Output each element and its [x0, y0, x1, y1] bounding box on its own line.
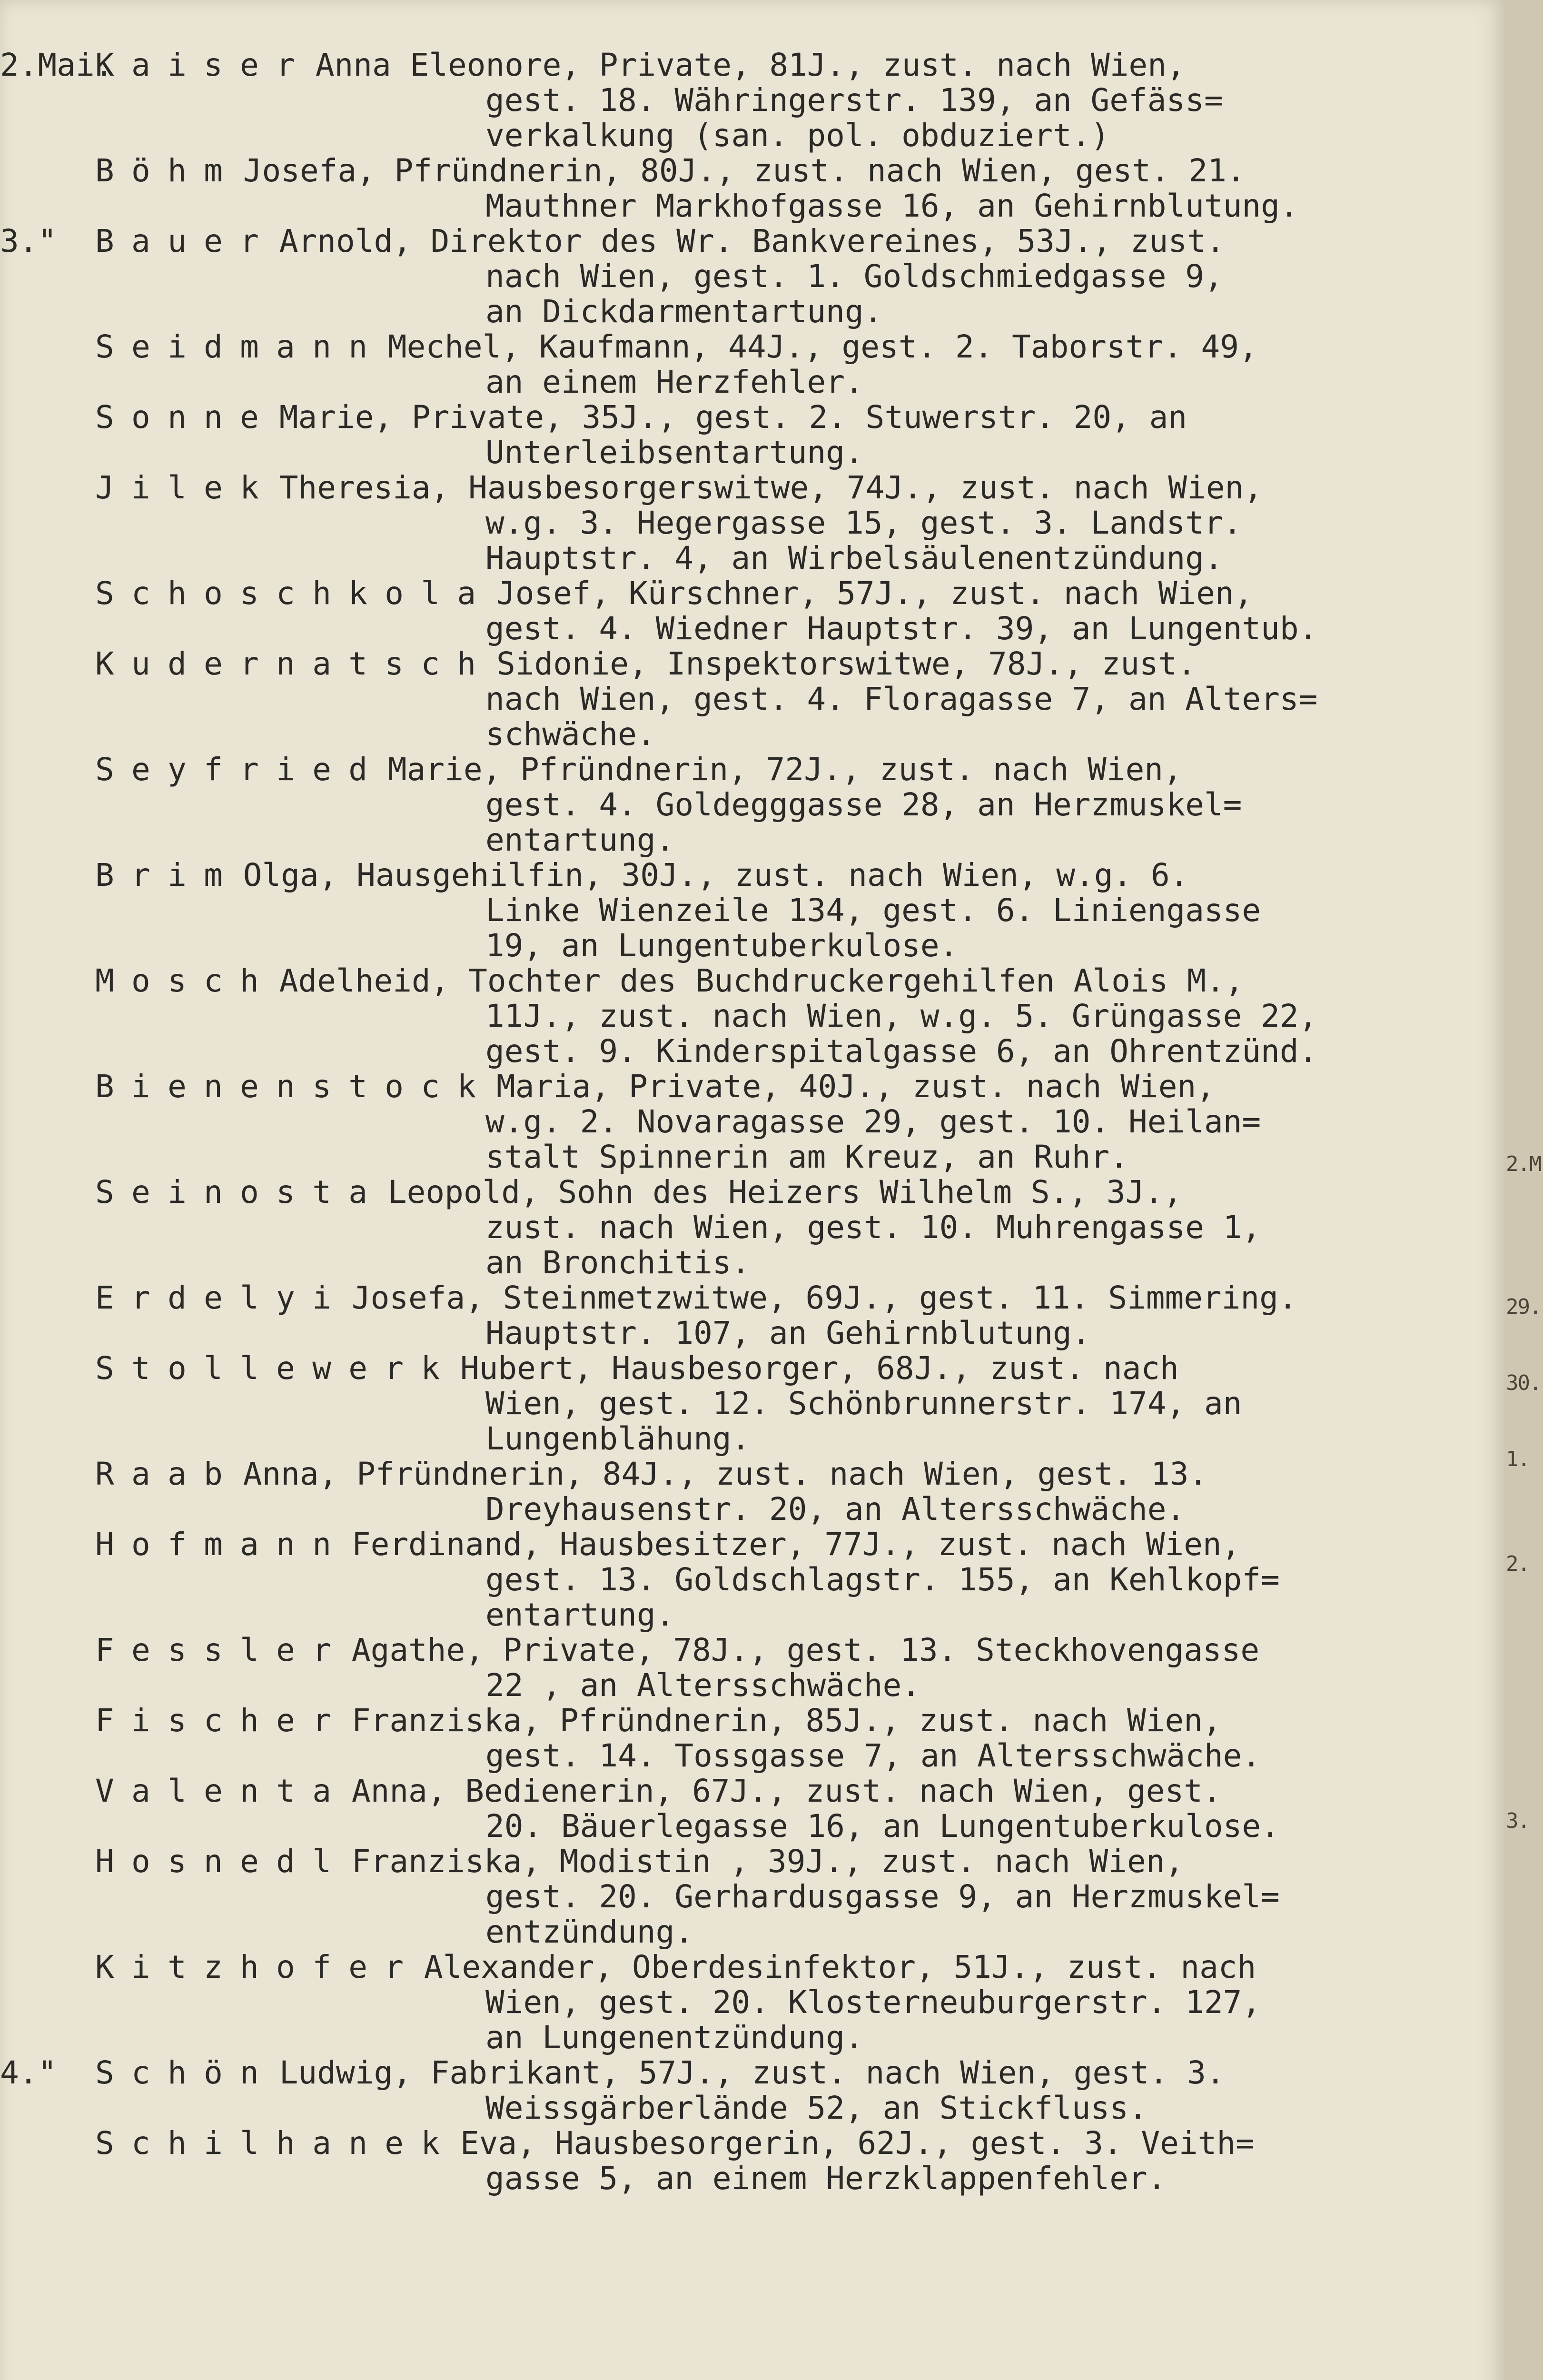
margin-mark: 2.M — [1506, 1152, 1541, 1176]
entry-first-line — [95, 1844, 1485, 1879]
register-entry — [95, 1280, 1485, 1351]
entry-details: Maria, Private, 40J., zust. nach Wien, — [496, 1068, 1215, 1105]
entry-details: Marie, Pfründnerin, 72J., zust. nach Wien, — [387, 751, 1182, 788]
entry-continuation-line: 19, an Lungentuberkulose. — [485, 927, 959, 964]
entry-surname: Seidmann — [95, 328, 385, 365]
entry-continuation-line: 22 , an Altersschwäche. — [485, 1667, 920, 1704]
entry-surname: Kaiser — [95, 47, 313, 83]
entry-continuation-line: an Dickdarmentartung. — [485, 293, 883, 330]
entry-surname: Kudernatsch — [95, 645, 494, 682]
register-entry — [95, 1175, 1485, 1280]
entry-continuation-line: Dreyhausenstr. 20, an Altersschwäche. — [485, 1491, 1186, 1527]
entry-first-line — [95, 1950, 1485, 1985]
register-entry — [95, 1844, 1485, 1950]
register-entry — [95, 153, 1485, 224]
entry-continuation-line: Lungenblähung. — [485, 1420, 751, 1457]
entry-details: Adelheid, Tochter des Buchdruckergehilfen Alois M., — [279, 962, 1244, 999]
entry-details: Alexander, Oberdesinfektor, 51J., zust. nach — [424, 1949, 1256, 1985]
entry-details: Olga, Hausgehilfin, 30J., zust. nach Wien, w.g. 6. — [243, 857, 1189, 893]
entry-continuation-line: zust. nach Wien, gest. 10. Muhrengasse 1, — [485, 1209, 1261, 1246]
register-entry — [95, 752, 1485, 858]
register-entry — [95, 2126, 1485, 2196]
entry-surname: Schoschkola — [95, 575, 494, 612]
register-entry — [95, 1457, 1485, 1527]
register-entry — [0, 2054, 1485, 2126]
entry-surname: Seinosta — [95, 1174, 385, 1210]
entry-continuation-line: 11J., zust. nach Wien, w.g. 5. Grüngasse 22, — [485, 998, 1318, 1034]
entry-surname: Jilek — [95, 469, 277, 506]
register-entry — [95, 470, 1485, 576]
entry-surname: Bauer — [95, 223, 277, 259]
entry-surname: Mosch — [95, 962, 277, 999]
entry-surname: Raab — [95, 1456, 240, 1492]
entry-continuation-line: Wien, gest. 12. Schönbrunnerstr. 174, an — [485, 1385, 1242, 1422]
entry-surname: Böhm — [95, 152, 240, 189]
entry-surname: Fischer — [95, 1702, 349, 1739]
death-register-list — [0, 47, 1485, 2197]
margin-mark: 29. — [1506, 1295, 1541, 1319]
entry-continuation-line: gest. 18. Währingerstr. 139, an Gefäss= — [485, 82, 1223, 119]
entry-details: Leopold, Sohn des Heizers Wilhelm S., 3J., — [387, 1174, 1182, 1210]
entry-continuation-line: Weissgärberlände 52, an Stickfluss. — [485, 2090, 1147, 2126]
entry-continuation-line: Linke Wienzeile 134, gest. 6. Liniengasse — [485, 892, 1261, 929]
entry-first-line — [95, 470, 1485, 506]
entry-first-line — [95, 1175, 1485, 1210]
entry-surname: Bienenstock — [95, 1068, 494, 1105]
entry-details: Franziska, Modistin , 39J., zust. nach Wien, — [351, 1843, 1184, 1880]
entry-continuation-line: 20. Bäuerlegasse 16, an Lungentuberkulose. — [485, 1808, 1280, 1844]
entry-continuation-line: gasse 5, an einem Herzklappenfehler. — [485, 2160, 1167, 2197]
entry-details: Josefa, Steinmetzwitwe, 69J., gest. 11. Simmering. — [351, 1279, 1297, 1316]
register-entry — [0, 47, 1485, 154]
entry-continuation-line: an Bronchitis. — [485, 1244, 751, 1281]
entry-surname: Fessler — [95, 1632, 349, 1668]
register-entry — [95, 646, 1485, 752]
entry-continuation-line: an einem Herzfehler. — [485, 364, 864, 400]
entry-continuation-line: Mauthner Markhofgasse 16, an Gehirnblutung. — [485, 188, 1299, 224]
entry-first-line — [95, 400, 1485, 435]
entry-first-line — [95, 752, 1485, 787]
entry-first-line — [95, 2126, 1485, 2161]
entry-details: Anna, Bedienerin, 67J., zust. nach Wien, gest. — [351, 1773, 1222, 1809]
entry-continuation-line: gest. 4. Wiedner Hauptstr. 39, an Lungentub. — [485, 610, 1318, 647]
entry-continuation-line: entzündung. — [485, 1914, 694, 1950]
entry-first-line — [95, 224, 1485, 259]
register-entry — [0, 223, 1485, 330]
margin-mark: 1. — [1506, 1447, 1529, 1471]
entry-first-line — [95, 1280, 1485, 1316]
entry-continuation-line: Hauptstr. 107, an Gehirnblutung. — [485, 1315, 1091, 1351]
entry-continuation-line: gest. 14. Tossgasse 7, an Altersschwäche. — [485, 1737, 1261, 1774]
entry-surname: Sonne — [95, 399, 277, 436]
entry-first-line — [95, 1457, 1485, 1492]
entry-continuation-line: Wien, gest. 20. Klosterneuburgerstr. 127, — [485, 1984, 1261, 2021]
register-entry — [95, 858, 1485, 963]
register-entry — [95, 1351, 1485, 1457]
entry-details: Josef, Kürschner, 57J., zust. nach Wien, — [496, 575, 1253, 612]
entry-continuation-line: gest. 9. Kinderspitalgasse 6, an Ohrentzünd. — [485, 1033, 1318, 1070]
entry-surname: Schilhanek — [95, 2125, 457, 2162]
entry-details: Agathe, Private, 78J., gest. 13. Steckhovengasse — [351, 1632, 1260, 1668]
entry-continuation-line: Hauptstr. 4, an Wirbelsäulenentzündung. — [485, 540, 1223, 576]
register-entry — [95, 963, 1485, 1069]
entry-continuation-line: stalt Spinnerin am Kreuz, an Ruhr. — [485, 1139, 1129, 1175]
entry-first-line — [95, 1703, 1485, 1738]
entry-details: Theresia, Hausbesorgerswitwe, 74J., zust. nach Wien, — [279, 469, 1263, 506]
entry-first-line — [95, 153, 1485, 188]
register-entry — [95, 329, 1485, 400]
entry-continuation-line: entartung. — [485, 1597, 675, 1633]
entry-first-line — [95, 1527, 1485, 1562]
entry-continuation-line: schwäche. — [485, 716, 656, 753]
entry-continuation-line: entartung. — [485, 822, 675, 858]
entry-date: 4." — [0, 2054, 57, 2091]
entry-details: Eva, Hausbesorgerin, 62J., gest. 3. Veith= — [460, 2125, 1255, 2162]
entry-details: Anna Eleonore, Private, 81J., zust. nach Wien, — [315, 47, 1186, 83]
register-entry — [95, 1703, 1485, 1774]
entry-details: Ludwig, Fabrikant, 57J., zust. nach Wien, gest. 3. — [279, 2054, 1225, 2091]
entry-first-line — [95, 329, 1485, 365]
entry-continuation-line: gest. 13. Goldschlagstr. 155, an Kehlkopf= — [485, 1561, 1280, 1598]
entry-surname: Seyfried — [95, 751, 385, 788]
entry-details: Josefa, Pfründnerin, 80J., zust. nach Wien, gest. 21. — [243, 152, 1246, 189]
register-entry — [95, 1633, 1485, 1703]
underlying-page-edge — [1504, 0, 1543, 2380]
entry-continuation-line: w.g. 3. Hegergasse 15, gest. 3. Landstr. — [485, 505, 1242, 541]
register-entry — [95, 1527, 1485, 1633]
entry-surname: Hosnedl — [95, 1843, 349, 1880]
register-entry — [95, 400, 1485, 470]
register-entry — [95, 1774, 1485, 1844]
margin-mark: 2. — [1506, 1552, 1529, 1576]
entry-first-line — [95, 1774, 1485, 1809]
entry-details: Ferdinand, Hausbesitzer, 77J., zust. nach Wien, — [351, 1526, 1241, 1563]
entry-continuation-line: nach Wien, gest. 1. Goldschmiedgasse 9, — [485, 258, 1223, 295]
entry-date: 3." — [0, 223, 57, 259]
entry-surname: Stollewerk — [95, 1350, 457, 1387]
register-entry — [95, 1069, 1485, 1175]
entry-continuation-line: gest. 20. Gerhardusgasse 9, an Herzmuskel= — [485, 1878, 1280, 1915]
register-entry — [95, 576, 1485, 646]
entry-details: Franziska, Pfründnerin, 85J., zust. nach Wien, — [351, 1702, 1222, 1739]
entry-continuation-line: w.g. 2. Novaragasse 29, gest. 10. Heilan= — [485, 1103, 1261, 1140]
entry-continuation-line: verkalkung (san. pol. obduziert.) — [485, 117, 1110, 154]
entry-surname: Erdelyi — [95, 1279, 349, 1316]
entry-continuation-line: an Lungenentzündung. — [485, 2019, 864, 2056]
entry-first-line — [95, 1069, 1485, 1104]
entry-details: Anna, Pfründnerin, 84J., zust. nach Wien, gest. 13. — [243, 1456, 1208, 1492]
entry-date: 2.Mai. — [0, 47, 114, 83]
entry-continuation-line: nach Wien, gest. 4. Floragasse 7, an Alters= — [485, 681, 1318, 717]
entry-continuation-line: Unterleibsentartung. — [485, 434, 864, 471]
entry-details: Hubert, Hausbesorger, 68J., zust. nach — [460, 1350, 1179, 1387]
entry-first-line — [95, 576, 1485, 611]
entry-details: Marie, Private, 35J., gest. 2. Stuwerstr. 20, an — [279, 399, 1187, 436]
entry-first-line — [95, 858, 1485, 893]
margin-mark: 30. — [1506, 1371, 1541, 1395]
register-entry — [95, 1950, 1485, 2055]
entry-continuation-line: gest. 4. Goldegggasse 28, an Herzmuskel= — [485, 786, 1242, 823]
entry-surname: Valenta — [95, 1773, 349, 1809]
entry-details: Sidonie, Inspektorswitwe, 78J., zust. — [496, 645, 1197, 682]
entry-first-line — [95, 1351, 1485, 1386]
entry-first-line — [95, 963, 1485, 999]
entry-surname: Kitzhofer — [95, 1949, 421, 1985]
entry-first-line — [95, 1633, 1485, 1668]
entry-first-line — [95, 48, 1485, 83]
entry-surname: Schön — [95, 2054, 277, 2091]
entry-surname: Hofmann — [95, 1526, 349, 1563]
entry-surname: Brim — [95, 857, 240, 893]
entry-first-line — [95, 2055, 1485, 2091]
entry-details: Arnold, Direktor des Wr. Bankvereines, 53J., zust. — [279, 223, 1225, 259]
margin-mark: 3. — [1506, 1809, 1529, 1833]
entry-first-line — [95, 646, 1485, 682]
entry-details: Mechel, Kaufmann, 44J., gest. 2. Taborstr. 49, — [387, 328, 1258, 365]
